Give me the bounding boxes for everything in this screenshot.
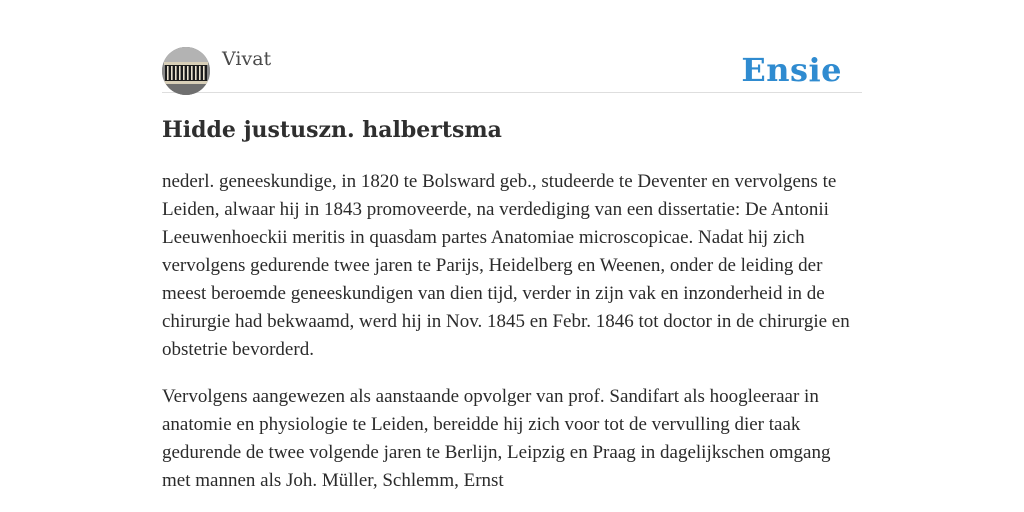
article-paragraph: Vervolgens aangewezen als aanstaande opvolger van prof. Sandifart als hoogleeraar in anatomie en physiologie te Leiden, bereidde hij zich voor tot de vervulling dier taak gedurende de twee volgende jaren te Berlijn, Leipzig en Praag in dagelijkschen omgang met mannen als Joh. Müller, Schlemm, Ernst: [162, 386, 831, 491]
article-title: Hidde justuszn. halbertsma: [162, 117, 502, 143]
author-avatar[interactable]: [162, 47, 210, 95]
library-bookshelf-icon: [162, 47, 210, 95]
brand-logo[interactable]: Ensie: [741, 51, 842, 89]
article-paragraph: nederl. geneeskundige, in 1820 te Bolsward geb., studeerde te Deventer en vervolgens te Leiden, alwaar hij in 1843 promoveerde, na verdediging van een dissertatie: De Antonii Leeuwenhoeckii meritis in quasdam partes Anatomiae microscopicae. Nadat hij zich vervolgens gedurende twee jaren te Parijs, Heidelberg en Weenen, onder de leiding der meest beroemde geneeskundigen van dien tijd, verder in zijn vak en inzonderheid in de chirurgie had bekwaamd, werd hij in Nov. 1845 en Febr. 1846 tot doctor in de chirurgie en obstetrie bevorderd.: [162, 171, 850, 360]
author-name[interactable]: Vivat: [222, 48, 272, 70]
article-body: [162, 168, 862, 512]
page-header: [162, 46, 862, 93]
